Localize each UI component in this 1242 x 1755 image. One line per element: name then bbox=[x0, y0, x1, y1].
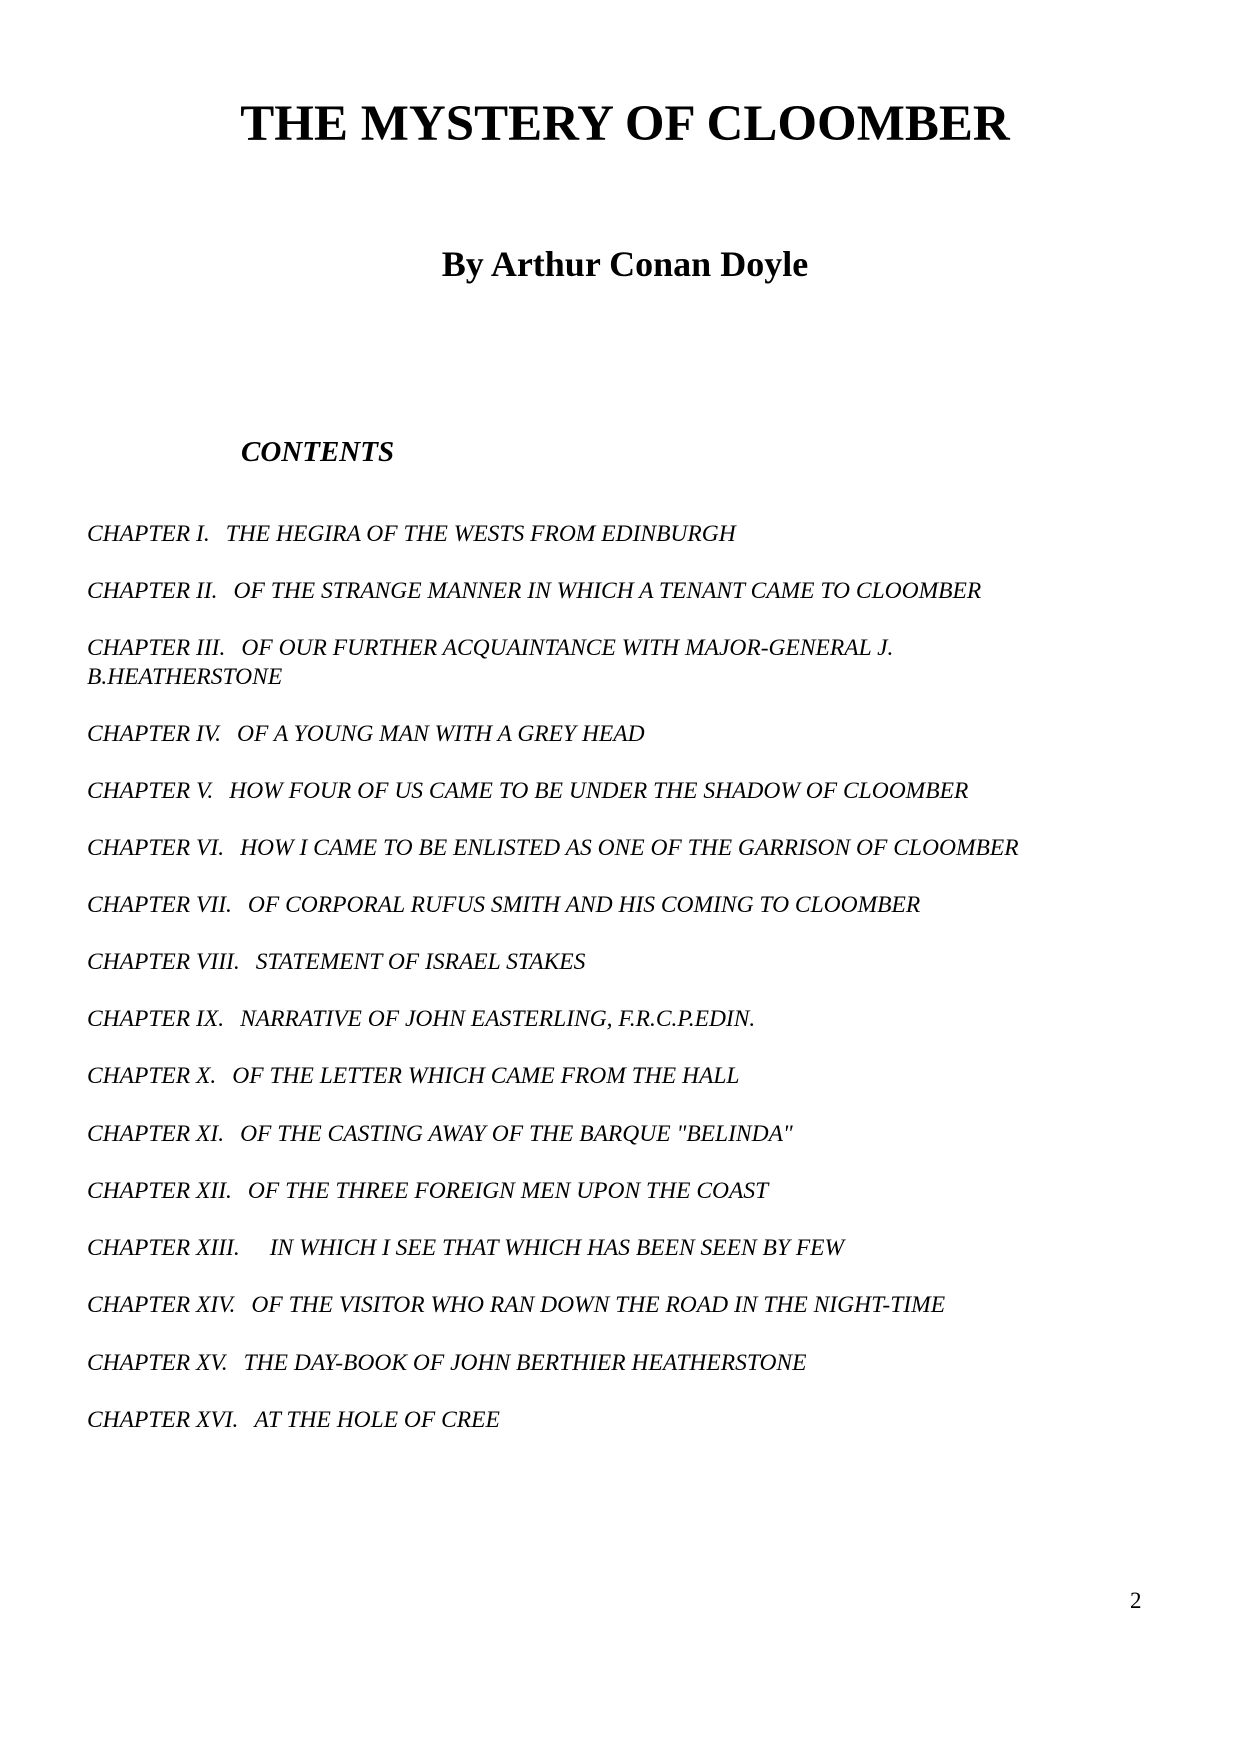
toc-item-chapter-12 bbox=[87, 1177, 1127, 1206]
toc-item-chapter-2 bbox=[87, 577, 1127, 606]
toc-chapter-number: CHAPTER XVI. bbox=[87, 1407, 239, 1433]
toc-chapter-title: NARRATIVE OF JOHN EASTERLING, F.R.C.P.EDIN. bbox=[240, 1006, 756, 1032]
toc-chapter-title: OF THE STRANGE MANNER IN WHICH A TENANT CAME TO CLOOMBER bbox=[233, 578, 982, 604]
toc-item-chapter-14 bbox=[87, 1291, 1127, 1320]
toc-chapter-number: CHAPTER XV. bbox=[87, 1350, 228, 1376]
toc-chapter-title: AT THE HOLE OF CREE bbox=[254, 1407, 500, 1433]
toc-chapter-number: CHAPTER V. bbox=[87, 778, 214, 804]
toc-item-chapter-1 bbox=[87, 520, 1127, 549]
toc-chapter-title-continuation: B.HEATHERSTONE bbox=[87, 664, 283, 690]
toc-chapter-number: CHAPTER XII. bbox=[87, 1178, 232, 1204]
toc-chapter-number: CHAPTER XIV. bbox=[87, 1292, 236, 1318]
toc-chapter-title: OF A YOUNG MAN WITH A GREY HEAD bbox=[237, 721, 645, 747]
toc-item-chapter-15 bbox=[87, 1349, 1127, 1378]
page-number: 2 bbox=[1130, 1588, 1142, 1613]
toc-item-chapter-11 bbox=[87, 1120, 1127, 1149]
toc-item-chapter-13 bbox=[87, 1234, 1127, 1263]
document-title: THE MYSTERY OF CLOOMBER bbox=[240, 96, 1010, 152]
toc-item-chapter-4 bbox=[87, 720, 1127, 749]
toc-chapter-title: OF THE THREE FOREIGN MEN UPON THE COAST bbox=[247, 1178, 769, 1204]
toc-chapter-title: IN WHICH I SEE THAT WHICH HAS BEEN SEEN BY FEW bbox=[269, 1235, 845, 1261]
toc-chapter-number: CHAPTER VI. bbox=[87, 835, 225, 861]
toc-chapter-number: CHAPTER II. bbox=[87, 578, 218, 604]
toc-chapter-number: CHAPTER XIII. bbox=[87, 1235, 240, 1261]
toc-chapter-number: CHAPTER VIII. bbox=[87, 949, 240, 975]
toc-chapter-title: OF THE VISITOR WHO RAN DOWN THE ROAD IN THE NIGHT-TIME bbox=[251, 1292, 946, 1318]
toc-chapter-title: OF CORPORAL RUFUS SMITH AND HIS COMING TO CLOOMBER bbox=[247, 892, 921, 918]
toc-chapter-title: THE HEGIRA OF THE WESTS FROM EDINBURGH bbox=[225, 521, 736, 547]
document-author: By Arthur Conan Doyle bbox=[441, 244, 809, 284]
toc-chapter-number: CHAPTER III. bbox=[87, 635, 226, 661]
toc-chapter-title: HOW FOUR OF US CAME TO BE UNDER THE SHADOW OF CLOOMBER bbox=[229, 778, 969, 804]
toc-item-chapter-5 bbox=[87, 777, 1127, 806]
toc-item-chapter-10 bbox=[87, 1062, 1127, 1091]
contents-heading: CONTENTS bbox=[241, 436, 395, 468]
toc-chapter-number: CHAPTER X. bbox=[87, 1063, 217, 1089]
toc-item-chapter-8 bbox=[87, 948, 1127, 977]
toc-chapter-number: CHAPTER I. bbox=[87, 521, 210, 547]
toc-chapter-number: CHAPTER VII. bbox=[87, 892, 232, 918]
toc-chapter-title: OF OUR FURTHER ACQUAINTANCE WITH MAJOR-GENERAL J. bbox=[241, 635, 894, 661]
toc-item-chapter-3 bbox=[87, 634, 1127, 692]
toc-item-chapter-6 bbox=[87, 834, 1127, 863]
toc-item-chapter-16 bbox=[87, 1406, 1127, 1435]
toc-chapter-title: OF THE LETTER WHICH CAME FROM THE HALL bbox=[232, 1063, 740, 1089]
toc-chapter-title: THE DAY-BOOK OF JOHN BERTHIER HEATHERSTONE bbox=[243, 1350, 807, 1376]
toc-chapter-number: CHAPTER IV. bbox=[87, 721, 222, 747]
toc-chapter-title: OF THE CASTING AWAY OF THE BARQUE "BELINDA" bbox=[240, 1121, 793, 1147]
toc-chapter-title: HOW I CAME TO BE ENLISTED AS ONE OF THE GARRISON OF CLOOMBER bbox=[240, 835, 1019, 861]
toc-chapter-number: CHAPTER XI. bbox=[87, 1121, 225, 1147]
toc-item-chapter-7 bbox=[87, 891, 1127, 920]
toc-chapter-number: CHAPTER IX. bbox=[87, 1006, 225, 1032]
toc-chapter-title: STATEMENT OF ISRAEL STAKES bbox=[255, 949, 586, 975]
toc-item-chapter-9 bbox=[87, 1005, 1127, 1034]
